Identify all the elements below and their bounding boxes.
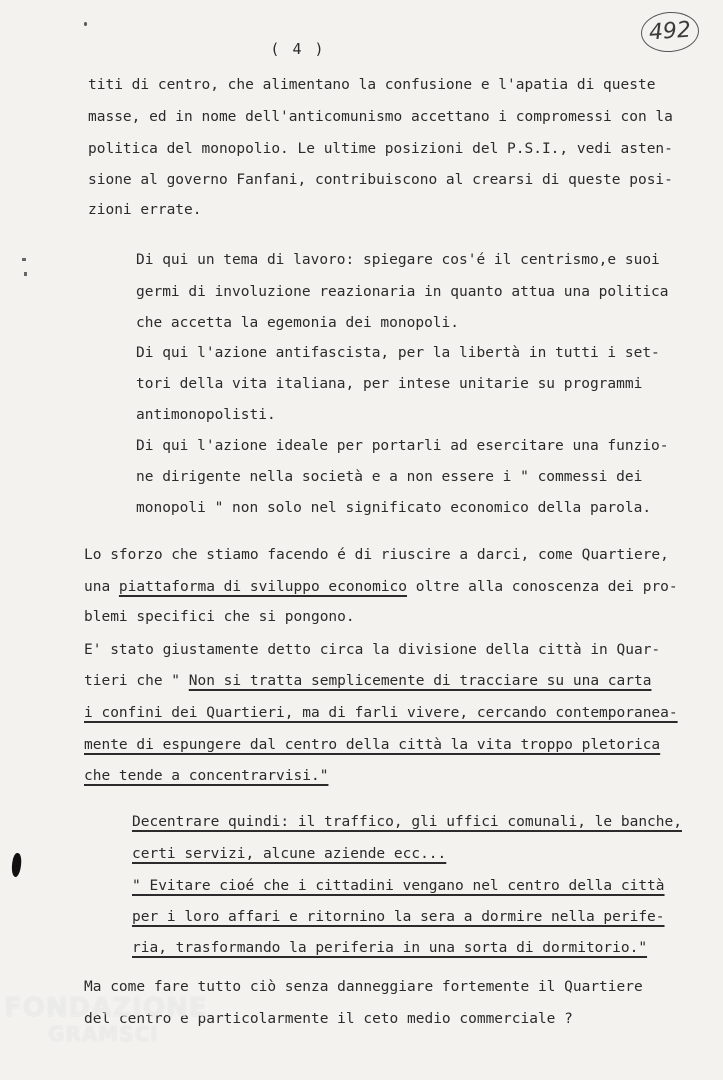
text-line: masse, ed in nome dell'anticomunismo accettano i compromessi con la: [88, 109, 673, 125]
watermark-line-2: GRAMSCI: [48, 1022, 159, 1046]
text-line: [84, 735, 660, 755]
underlined-phrase: piattaforma di sviluppo economico: [118, 579, 408, 595]
ink-speck: [84, 22, 87, 26]
text-line: del centro e particolarmente il ceto medio commerciale ?: [84, 1011, 573, 1027]
underlined-phrase: Decentrare quindi: il traffico, gli uffici comunali, le banche,: [132, 814, 682, 830]
text-line: monopoli " non solo nel significato economico della parola.: [136, 500, 652, 516]
text-line: una piattaforma di sviluppo economico oltre alla conoscenza dei pro-: [84, 579, 678, 595]
text-line: che accetta la egemonia dei monopoli.: [136, 315, 460, 331]
underlined-phrase: " Evitare cioé che i cittadini vengano nel centro della città: [132, 878, 665, 894]
text-line: germi di involuzione reazionaria in quanto attua una politica: [136, 284, 669, 300]
text-line: [132, 907, 665, 927]
archive-stamp-number: 492: [640, 10, 701, 54]
underlined-phrase: ria, trasformando la periferia in una sorta di dormitorio.": [132, 940, 648, 956]
text-line: [84, 703, 678, 723]
text-line: titi di centro, che alimentano la confusione e l'apatia di queste: [88, 77, 656, 93]
underlined-phrase: certi servizi, alcune aziende ecc...: [132, 846, 447, 862]
margin-mark: [24, 272, 27, 276]
text-line: blemi specifici che si pongono.: [84, 609, 355, 625]
text-line: antimonopolisti.: [136, 407, 276, 423]
text-line: [132, 938, 647, 958]
ink-blot: [10, 852, 22, 877]
text-line: Lo sforzo che stiamo facendo é di riuscire a darci, come Quartiere,: [84, 547, 669, 563]
underlined-phrase: Non si tratta semplicemente di tracciare su una carta: [188, 673, 652, 689]
text-line: tori della vita italiana, per intese unitarie su programmi: [136, 376, 643, 392]
text-line: E' stato giustamente detto circa la divisione della città in Quar-: [84, 642, 661, 658]
text-line: [132, 812, 682, 832]
margin-mark: [22, 258, 26, 261]
text-line: [132, 876, 665, 896]
underlined-phrase: i confini dei Quartieri, ma di farli vivere, cercando contemporanea-: [84, 705, 678, 721]
text-line: Di qui un tema di lavoro: spiegare cos'é il centrismo,e suoi: [136, 252, 660, 268]
underlined-phrase: mente di espungere dal centro della città la vita troppo pletorica: [84, 737, 661, 753]
text-line: [84, 766, 328, 786]
archive-watermark: [4, 993, 208, 1046]
text-line: Ma come fare tutto ciò senza danneggiare fortemente il Quartiere: [84, 979, 643, 995]
text-line: ne dirigente nella società e a non essere i " commessi dei: [136, 469, 643, 485]
text-line: politica del monopolio. Le ultime posizioni del P.S.I., vedi asten-: [88, 141, 673, 157]
text-line: tieri che " Non si tratta semplicemente di tracciare su una carta: [84, 673, 652, 689]
page-number: ( 4 ): [270, 40, 326, 58]
text-line: [132, 844, 446, 864]
watermark-line-1: FONDAZIONE: [4, 993, 208, 1023]
text-line: sione al governo Fanfani, contribuiscono al crearsi di queste posi-: [88, 172, 673, 188]
text-line: zioni errate.: [88, 202, 202, 218]
text-line: Di qui l'azione ideale per portarli ad esercitare una funzio-: [136, 438, 669, 454]
text-line: Di qui l'azione antifascista, per la libertà in tutti i set-: [136, 345, 660, 361]
underlined-phrase: per i loro affari e ritornino la sera a dormire nella perife-: [132, 909, 665, 925]
underlined-phrase: che tende a concentrarvisi.": [84, 768, 329, 784]
